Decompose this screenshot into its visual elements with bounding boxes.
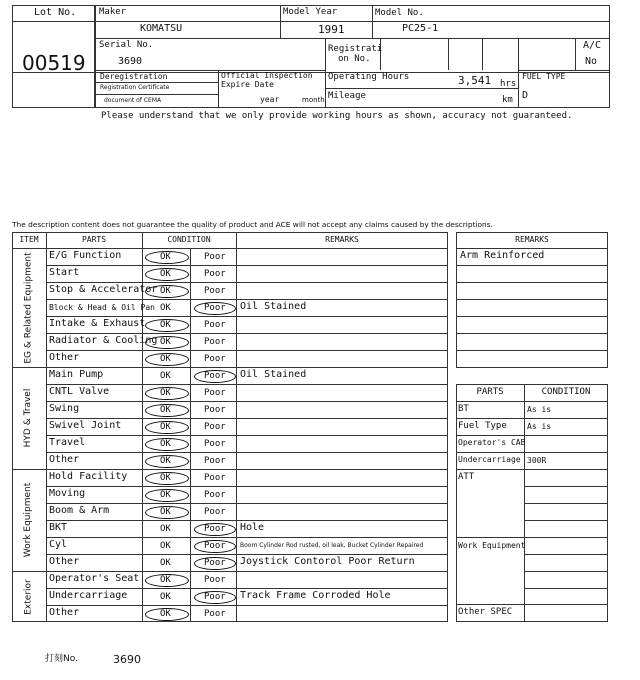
part-name: Start: [49, 267, 80, 278]
poor-selected-circle: [194, 591, 236, 604]
part-name: CNTL Valve: [49, 386, 110, 397]
ok-selected-circle: [145, 608, 189, 621]
registration-label-2: on No.: [338, 54, 371, 64]
part-name: Undercarriage: [49, 590, 128, 601]
part-name: Hold Facility: [49, 471, 128, 482]
group-label: Exterior: [23, 578, 33, 615]
poor-selected-circle: [194, 302, 236, 315]
ok-option[interactable]: OK: [160, 507, 171, 517]
poor-option[interactable]: Poor: [204, 439, 226, 449]
col-condition-header: CONDITION: [167, 235, 211, 244]
part-name: Other: [49, 556, 80, 567]
ok-option[interactable]: OK: [160, 558, 171, 568]
ok-option[interactable]: OK: [160, 320, 171, 330]
stamp-value: 3690: [113, 653, 141, 666]
poor-option[interactable]: Poor: [204, 490, 226, 500]
part-name: Cyl: [49, 539, 68, 550]
ok-selected-circle: [145, 268, 189, 281]
ok-option[interactable]: OK: [160, 303, 171, 313]
ok-selected-circle: [145, 319, 189, 332]
poor-option[interactable]: Poor: [204, 354, 226, 364]
poor-option[interactable]: Poor: [204, 286, 226, 296]
part-name: Stop & Accelerator: [49, 284, 158, 295]
att-label: ATT: [458, 472, 475, 482]
ok-option[interactable]: OK: [160, 337, 171, 347]
part-name: Other: [49, 454, 80, 465]
ok-option[interactable]: OK: [160, 490, 171, 500]
other-spec-label: Other SPEC: [458, 607, 513, 617]
remark-text: Hole: [240, 522, 265, 533]
panel-condition: As is: [527, 405, 552, 414]
poor-option[interactable]: Poor: [204, 405, 226, 415]
part-name: Boom & Arm: [49, 505, 110, 516]
model-year-value: 1991: [318, 23, 345, 36]
ok-selected-circle: [145, 438, 189, 451]
poor-option[interactable]: Poor: [204, 337, 226, 347]
disclaimer-text: The description content does not guarantee the quality of product and ACE will not accept any claims caused by the descriptions.: [12, 220, 493, 229]
ok-option[interactable]: OK: [160, 439, 171, 449]
inspection-label-1: Official Inspection: [221, 71, 313, 80]
ok-selected-circle: [145, 336, 189, 349]
inspection-label-2: Expire Date: [221, 80, 274, 89]
lot-number: 00519: [22, 51, 86, 75]
stamp-label: 打刻No.: [45, 654, 78, 664]
panel-part: BT: [458, 404, 469, 414]
poor-option[interactable]: Poor: [204, 507, 226, 517]
poor-option[interactable]: Poor: [204, 456, 226, 466]
part-name: Operator's Seat: [49, 573, 140, 584]
remark-text: Oil Stained: [240, 369, 307, 380]
model-year-label: Model Year: [283, 7, 338, 17]
poor-option[interactable]: Poor: [204, 609, 226, 619]
operating-hours-value: 3,541: [458, 74, 492, 87]
ac-value: No: [585, 56, 598, 67]
month-label: month: [302, 96, 325, 104]
poor-option[interactable]: Poor: [204, 422, 226, 432]
part-name: Main Pump: [49, 369, 104, 380]
part-name: Swivel Joint: [49, 420, 122, 431]
remark-text: Boom Cylinder Rod rusted, oil leak, Bucket Cylinder Repaired: [240, 542, 424, 549]
ok-option[interactable]: OK: [160, 541, 171, 551]
model-no-label: Model No.: [375, 8, 424, 18]
registration-label-1: Registrati: [328, 44, 383, 54]
part-name: Moving: [49, 488, 86, 499]
ok-selected-circle: [145, 404, 189, 417]
col-remarks-header: REMARKS: [325, 235, 359, 244]
mileage-label: Mileage: [328, 91, 366, 101]
ok-option[interactable]: OK: [160, 524, 171, 534]
ok-selected-circle: [145, 455, 189, 468]
poor-selected-circle: [194, 370, 236, 383]
remark-text: Oil Stained: [240, 301, 307, 312]
model-no-value: PC25-1: [402, 23, 439, 34]
part-name: Travel: [49, 437, 86, 448]
ok-option[interactable]: OK: [160, 592, 171, 602]
poor-option[interactable]: Poor: [204, 252, 226, 262]
panel-condition: As is: [527, 422, 552, 431]
ok-selected-circle: [145, 574, 189, 587]
poor-selected-circle: [194, 557, 236, 570]
part-name: Block & Head & Oil Pan: [49, 303, 155, 312]
hrs-label: hrs: [500, 79, 517, 89]
remark-text: Track Frame Corroded Hole: [240, 590, 391, 601]
part-name: Intake & Exhaust: [49, 318, 146, 329]
ok-option[interactable]: OK: [160, 456, 171, 466]
part-name: Other: [49, 607, 80, 618]
panel-condition: 300R: [527, 456, 547, 465]
operating-hours-label: Operating Hours: [328, 72, 410, 82]
cema-label: document of CEMA: [104, 97, 162, 104]
group-label: Work Equipment: [23, 482, 33, 558]
fuel-type-value: D: [522, 90, 529, 101]
ok-option[interactable]: OK: [160, 252, 171, 262]
ok-option[interactable]: OK: [160, 473, 171, 483]
group-label: EG & Related Equipment: [23, 251, 33, 364]
work-equipment-label: Work Equipment: [458, 541, 526, 550]
notice-text: Please understand that we only provide working hours as shown, accuracy not guaranteed.: [101, 111, 573, 121]
ok-option[interactable]: OK: [160, 609, 171, 619]
ok-option[interactable]: OK: [160, 286, 171, 296]
col-parts-header: PARTS: [81, 235, 107, 244]
poor-selected-circle: [194, 540, 236, 553]
poor-option[interactable]: Poor: [204, 371, 226, 381]
poor-option[interactable]: Poor: [204, 592, 226, 602]
panel-part: Undercarriage: [458, 455, 521, 464]
reg-cert-label: Registration Certificate: [100, 84, 170, 91]
ok-option[interactable]: OK: [160, 354, 171, 364]
ok-option[interactable]: OK: [160, 575, 171, 585]
remarks-text: Arm Reinforced: [460, 250, 545, 261]
part-name: Other: [49, 352, 80, 363]
poor-option[interactable]: Poor: [204, 303, 226, 313]
condition-header: CONDITION: [541, 387, 591, 397]
ok-option[interactable]: OK: [160, 269, 171, 279]
part-name: E/G Function: [49, 250, 122, 261]
poor-selected-circle: [194, 523, 236, 536]
ok-selected-circle: [145, 285, 189, 298]
maker-value: KOMATSU: [140, 23, 183, 34]
poor-option[interactable]: Poor: [204, 388, 226, 398]
poor-option[interactable]: Poor: [204, 541, 226, 551]
poor-option[interactable]: Poor: [204, 473, 226, 483]
ok-selected-circle: [145, 353, 189, 366]
serial-label: Serial No.: [99, 40, 154, 50]
serial-value: 3690: [118, 56, 143, 67]
group-label: HYD & Travel: [23, 388, 33, 448]
remarks-title: REMARKS: [515, 235, 549, 244]
ok-selected-circle: [145, 251, 189, 264]
ok-option[interactable]: OK: [160, 388, 171, 398]
poor-option[interactable]: Poor: [204, 524, 226, 534]
year-label: year: [260, 95, 280, 104]
ac-label: A/C: [583, 40, 602, 51]
part-name: Radiator & Cooling: [49, 335, 158, 346]
ok-selected-circle: [145, 421, 189, 434]
panel-part: Fuel Type: [458, 421, 507, 431]
col-item-header: ITEM: [19, 235, 39, 244]
panel-part: Operator's CAB: [458, 438, 526, 447]
ok-option[interactable]: OK: [160, 422, 171, 432]
ok-option[interactable]: OK: [160, 371, 171, 381]
poor-option[interactable]: Poor: [204, 558, 226, 568]
poor-option[interactable]: Poor: [204, 320, 226, 330]
poor-option[interactable]: Poor: [204, 269, 226, 279]
km-label: km: [502, 95, 513, 105]
part-name: Swing: [49, 403, 80, 414]
maker-label: Maker: [99, 7, 127, 17]
ok-option[interactable]: OK: [160, 405, 171, 415]
lot-label: Lot No.: [34, 7, 77, 18]
ok-selected-circle: [145, 387, 189, 400]
ok-selected-circle: [145, 489, 189, 502]
parts-header: PARTS: [476, 387, 504, 397]
fuel-type-label: FUEL TYPE: [522, 72, 566, 81]
ok-selected-circle: [145, 472, 189, 485]
remark-text: Joystick Contorol Poor Return: [240, 556, 415, 567]
part-name: BKT: [49, 522, 68, 533]
poor-option[interactable]: Poor: [204, 575, 226, 585]
ok-selected-circle: [145, 506, 189, 519]
dereg-label: Deregistration: [100, 72, 168, 81]
